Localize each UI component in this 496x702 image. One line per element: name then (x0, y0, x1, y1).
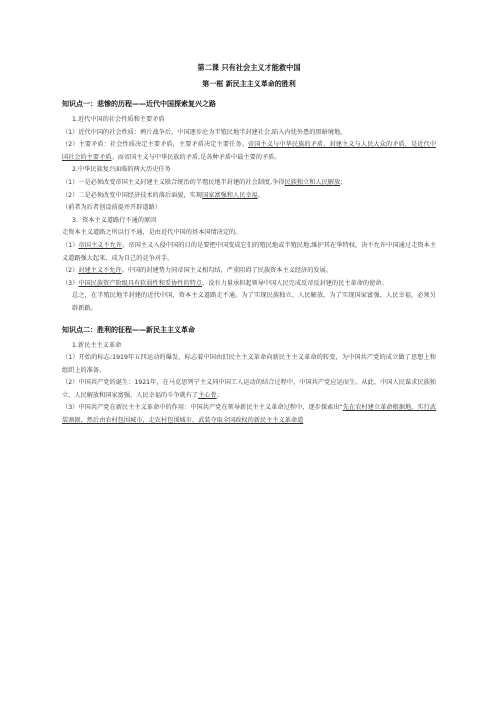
kp1-item-3: 3．资本主义道路行不通的原因 (72, 216, 157, 224)
kp1-item-2-2 (62, 190, 436, 203)
underlined-text: 主心骨 (198, 391, 217, 399)
kp1-item-2-1 (62, 177, 436, 190)
text-run: 。中国的封建势力同帝国主义相勾结，严重阻碍了民族资本主义经济的发展。 (121, 267, 332, 275)
kp1-item-3-1 (62, 240, 436, 265)
text-run: （2）主要矛盾：社会性质决定主要矛盾，主要矛盾决定主要任务。 (62, 141, 248, 149)
kp1-summary: 总之，在半殖民地半封建的近代中国，资本主义道路走不通。为了实现民族独立、人民解放，为了实现国家富强、人民幸福，必须另辟新路。 (72, 292, 436, 312)
kp2-item-1: 1.新民主主义革命 (72, 341, 122, 349)
lesson-title: 第二课 只有社会主义才能救中国 (197, 63, 301, 72)
underlined-text: 国家富强和人民幸福 (202, 191, 258, 199)
kp2-item-1-2 (62, 377, 436, 402)
underlined-text: 帝国主义与中华民族的矛盾、封建主义与人民大众的矛盾，是近代中国社会的主要矛盾 (62, 141, 437, 161)
text-run: （3）中国共产党在新民主主义革命中的作用：中国共产党在领导新民主主义革命过程中，逐步探索出“ (62, 404, 343, 412)
underlined-text: 封建主义不允许 (78, 267, 122, 275)
text-run: 。 (216, 391, 223, 399)
spacer (62, 316, 436, 320)
kp1-item-3-3 (62, 278, 436, 291)
kp2-item-1-1: （1）开始的标志:1919年五四运动的爆发，标志着中国由旧民主主义革命向新民主主义革命的转变，为中国共产党的成立做了思想上和组织上的准备。 (62, 354, 436, 374)
kp1-item-1: 1.近代中国的社会性质和主要矛盾 (72, 116, 165, 123)
text-run: ，没有力量承担起领导中国人民完成反帝反封建的民主革命的使命。 (202, 279, 388, 287)
underlined-text: 走农村包围城市、武装夺取全国政权的新民主主义革命道 (148, 417, 304, 425)
underlined-text: 中国民族资产阶级具有软弱性和妥协性的特点 (78, 279, 203, 287)
kp2-item-1-3 (62, 402, 436, 427)
underlined-text: 帝国主义不允许 (78, 241, 123, 249)
underlined-text: 先在农村建立革命根据地，实行武装割据，然后由农村包围城市， (62, 404, 437, 425)
underlined-text: 民族独立和人民解放 (284, 178, 341, 186)
text-run: ； (340, 178, 347, 186)
text-run: （2）中国共产党的诞生：1921年，在马克思列宁主义同中国工人运动的结合过程中，中国共产党应运而生。从此，中国人民谋求民族独立、人民解放和国家富强、人民幸福的斗争就有了 (62, 379, 436, 399)
section-title: 第一框 新民主主义革命的胜利 (202, 80, 296, 88)
document-body (62, 58, 436, 428)
kp1-item-1-1: （1）近代中国的社会性质：鸦片战争后，中国逐步沦为半殖民地半封建社会,陷入内忧外患的黑暗境地。 (62, 128, 347, 136)
kp1-note: （前者为后者创设前提并开辟道路） (62, 204, 161, 212)
text-run: （1） (62, 241, 79, 249)
kp1-item-2: 2.中华民族复兴面临的两大历史任务 (72, 166, 171, 174)
kp1-item-1-2 (62, 139, 436, 164)
text-run: （2） (62, 267, 79, 275)
text-run: （3） (62, 279, 79, 287)
text-run: （2）二是必须改变中国经济技术的落后面貌，实现 (62, 191, 203, 199)
kp1-item-3-intro: 走资本主义道路之所以行不通，是由近代中国的基本国情决定的。 (62, 229, 242, 237)
text-run: 。帝国主义入侵中国的目的是要把中国变成它们的殖民地或半殖民地,维护其在华特权，决不允许中国通过走资本主义道路强大起来，成为自己的竞争对手。 (62, 241, 437, 262)
knowledge-point-2-heading: 知识点二：胜利的征程——新民主主义革命 (62, 325, 195, 334)
knowledge-point-1-heading: 知识点一：悲惨的历程——近代中国探索复兴之路 (62, 100, 216, 108)
text-run: （1）一是必须改变帝国主义封建主义联合统治的半殖民地半封建的社会制度,争得 (62, 178, 285, 186)
text-run: 。 (257, 191, 264, 199)
kp1-item-3-2 (62, 265, 436, 278)
text-run: 。而帝国主义与中华民族的矛盾,是各种矛盾中最主要的矛盾。 (111, 153, 281, 161)
